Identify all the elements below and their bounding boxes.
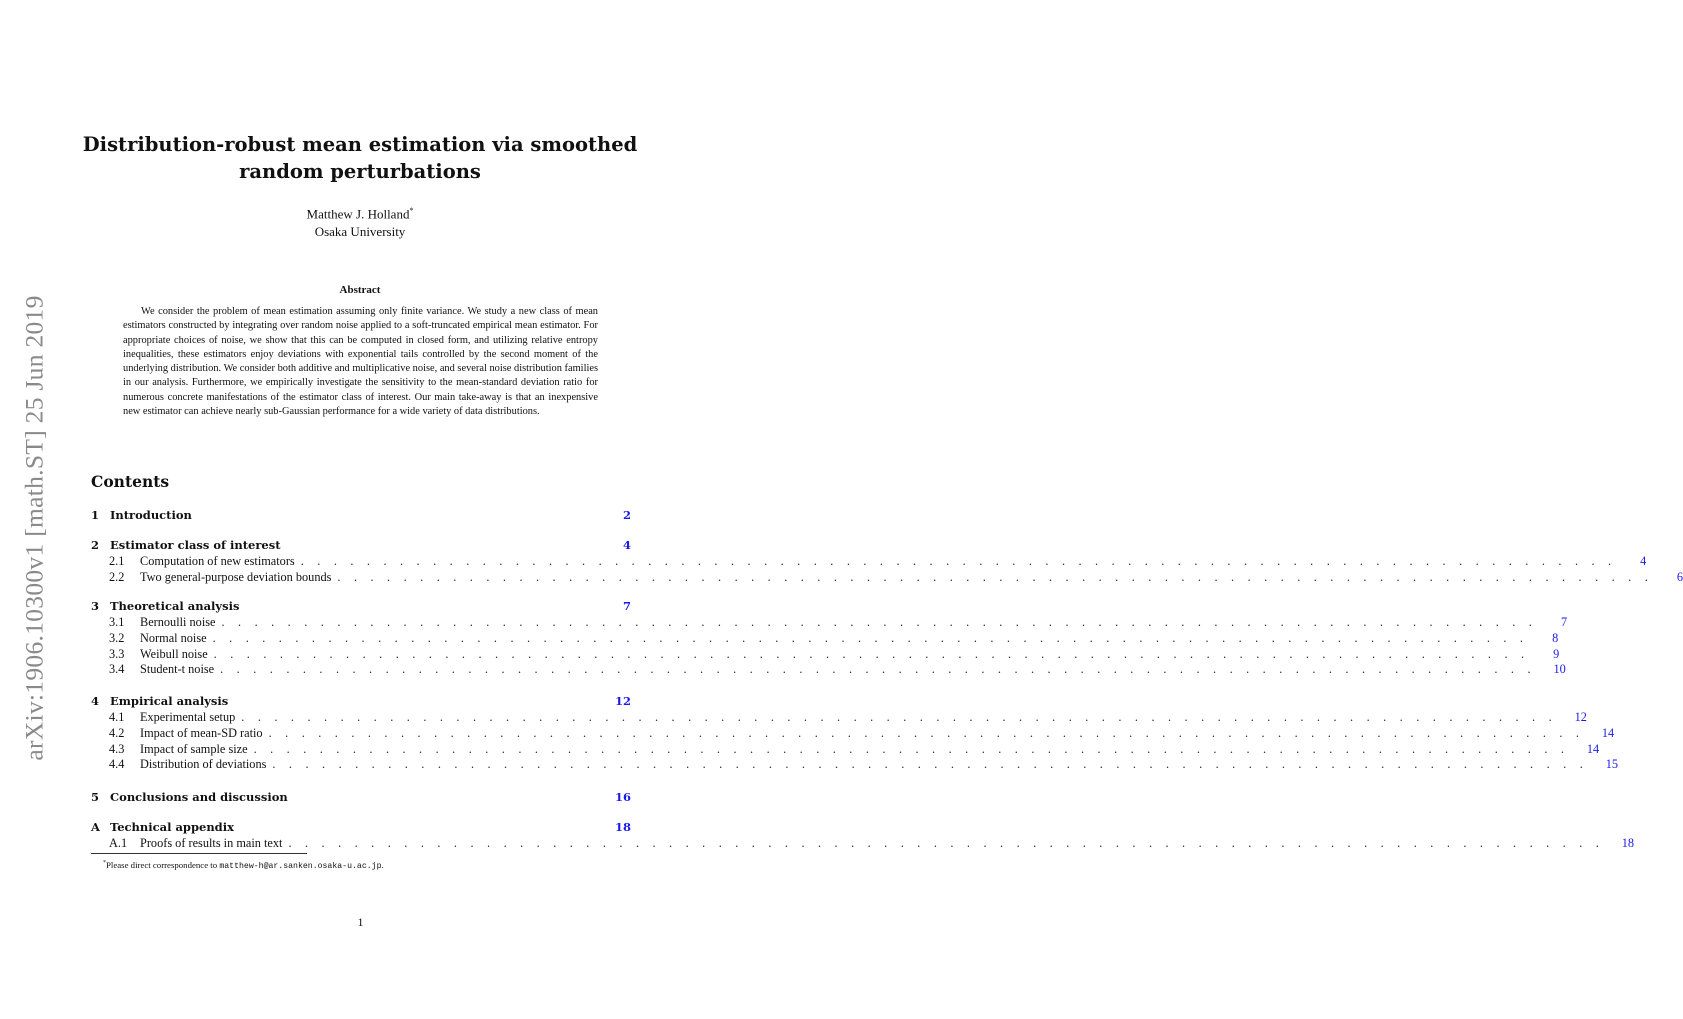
- contents-heading: Contents: [91, 472, 170, 491]
- toc-leader-dots: . . . . . . . . . . . . . . . . . . . . . . . . . . . . . . . . . . . . . . . . . . . . . . . . . . . . . . . . . . . . . . . . . . . . . . . . . . . . . . . .: [241, 710, 1557, 724]
- toc-subsection[interactable]: [91, 756, 1618, 772]
- footnote-marker: *: [103, 860, 106, 867]
- toc-page-link[interactable]: 4: [1640, 554, 1647, 568]
- author-name-line: [60, 202, 660, 223]
- toc-section-title[interactable]: Conclusions and discussion: [110, 790, 288, 804]
- toc-leader-dots: . . . . . . . . . . . . . . . . . . . . . . . . . . . . . . . . . . . . . . . . . . . . . . . . . . . . . . . . . . . . . . . . . . . . . . . . . . . . . . . .: [268, 725, 1585, 740]
- toc-subsection-title[interactable]: Normal noise: [140, 630, 207, 645]
- toc-page-link[interactable]: 2: [622, 508, 631, 522]
- toc-section-number: 1: [91, 508, 100, 522]
- abstract-text: We consider the problem of mean estimation assuming only finite variance. We study a new class of mean estimators constructed by integrating over random noise applied to a soft-truncated empirical mean estimator. For appropriate choices of noise, we show that this can be computed in closed form, and utilizing relative entropy inequalities, these estimators enjoy deviations with exponential tails controlled by the second moment of the underlying distribution. We consider both additive and multiplicative noise, and several noise distribution families in our analysis. Furthermore, we empirically investigate the sensitivity to the mean-standard deviation ratio for numerous concrete manifestations of the estimator class of interest. Our main take-away is that an inexpensive new estimator can achieve nearly sub-Gaussian performance for a wide variety of data distributions.: [123, 306, 598, 418]
- toc-section[interactable]: [91, 789, 631, 805]
- toc-page-link[interactable]: 18: [614, 820, 631, 834]
- toc-subsection-title[interactable]: Student-t noise: [140, 662, 215, 677]
- arxiv-stamp: [15, 295, 55, 761]
- toc-leader-dots: . . . . . . . . . . . . . . . . . . . . . . . . . . . . . . . . . . . . . . . . . . . . . . . . . . . . . . . . . . . . . . . . . . . . . . . . . . . . . . . .: [221, 615, 1538, 629]
- toc-subsection-title[interactable]: Impact of sample size: [140, 741, 248, 756]
- toc-subsection-number: 3.1: [109, 615, 125, 629]
- toc-page-link[interactable]: 8: [1552, 630, 1559, 645]
- footnote-email[interactable]: matthew-h@ar.sanken.osaka-u.ac.jp: [219, 862, 382, 871]
- toc-leader-dots: . . . . . . . . . . . . . . . . . . . . . . . . . . . . . . . . . . . . . . . . . . . . . . . . . . . . . . . . . . . . . . . . . . . . . . . . . . . . . . . .: [253, 741, 1570, 756]
- toc-section-number: A: [91, 820, 100, 834]
- toc-page-link[interactable]: 18: [1621, 836, 1635, 850]
- toc-subsection[interactable]: [91, 569, 1683, 585]
- toc-subsection[interactable]: [91, 553, 1647, 569]
- toc-subsection[interactable]: [91, 741, 1600, 757]
- toc-subsection-number: 3.3: [109, 646, 125, 661]
- page-number: 1: [357, 915, 364, 929]
- author-block: [60, 202, 660, 241]
- toc-subsection[interactable]: [91, 709, 1587, 725]
- toc-section[interactable]: [91, 537, 631, 553]
- toc-subsection[interactable]: [91, 725, 1615, 741]
- toc-page-link[interactable]: 12: [614, 694, 631, 708]
- footnote-text: Please direct correspondence to: [106, 860, 220, 870]
- author-footnote-marker[interactable]: *: [409, 206, 414, 215]
- toc-page-link[interactable]: 7: [622, 599, 631, 613]
- toc-page-link[interactable]: 10: [1553, 662, 1566, 677]
- toc-page-link[interactable]: 14: [1601, 725, 1615, 740]
- toc-page-link[interactable]: 6: [1676, 569, 1683, 584]
- toc-page-link[interactable]: 7: [1560, 615, 1568, 629]
- toc-section-number: 5: [91, 790, 100, 804]
- toc-section-title[interactable]: Introduction: [110, 508, 192, 522]
- toc-section-number: 4: [91, 694, 100, 708]
- toc-subsection-number: 4.3: [109, 741, 125, 756]
- toc-section[interactable]: [91, 693, 631, 709]
- toc-subsection-number: 2.2: [109, 569, 125, 584]
- author-affiliation: Osaka University: [314, 224, 406, 240]
- toc-page-link[interactable]: 12: [1574, 710, 1587, 724]
- toc-subsection[interactable]: [91, 630, 1559, 646]
- toc-page-link[interactable]: 16: [614, 790, 631, 804]
- toc-page-link[interactable]: 9: [1553, 646, 1560, 661]
- toc-subsection[interactable]: [91, 614, 1568, 630]
- toc-section[interactable]: [91, 507, 631, 523]
- toc-section-number: 3: [91, 599, 100, 613]
- toc-subsection-number: 4.4: [109, 757, 125, 772]
- toc-section[interactable]: [91, 819, 631, 835]
- toc-section-title[interactable]: Empirical analysis: [110, 694, 229, 708]
- toc-subsection-number: 2.1: [109, 554, 125, 568]
- toc-section[interactable]: [91, 598, 631, 614]
- toc-leader-dots: . . . . . . . . . . . . . . . . . . . . . . . . . . . . . . . . . . . . . . . . . . . . . . . . . . . . . . . . . . . . . . . . . . . . . . . . . . . . . . . .: [213, 646, 1530, 661]
- toc-subsection-title[interactable]: Distribution of deviations: [140, 757, 267, 772]
- toc-section-title[interactable]: Theoretical analysis: [110, 599, 240, 613]
- toc-subsection-title[interactable]: Bernoulli noise: [140, 615, 216, 629]
- toc-subsection-title[interactable]: Computation of new estimators: [140, 554, 295, 568]
- footnote-end: .: [381, 860, 384, 870]
- toc-section-title[interactable]: Estimator class of interest: [110, 538, 281, 552]
- toc-subsection-number: 4.2: [109, 725, 125, 740]
- toc-subsection-title[interactable]: Experimental setup: [140, 710, 236, 724]
- author-name: Matthew J. Holland: [306, 206, 410, 222]
- footnote: [103, 860, 384, 871]
- toc-subsection-number: 4.1: [109, 710, 125, 724]
- toc-subsection-number: 3.2: [109, 630, 125, 645]
- toc-leader-dots: . . . . . . . . . . . . . . . . . . . . . . . . . . . . . . . . . . . . . . . . . . . . . . . . . . . . . . . . . . . . . . . . . . . . . . . . . . . . . . . .: [288, 836, 1605, 850]
- toc-subsection[interactable]: [91, 835, 1635, 851]
- arxiv-stamp-text: arXiv:1906.10300v1 [math.ST] 25 Jun 2019: [20, 295, 50, 761]
- toc-leader-dots: . . . . . . . . . . . . . . . . . . . . . . . . . . . . . . . . . . . . . . . . . . . . . . . . . . . . . . . . . . . . . . . . . . . . . . . . . . . . . . . .: [272, 757, 1588, 772]
- toc-section-number: 2: [91, 538, 100, 552]
- toc-subsection-number: 3.4: [109, 662, 125, 677]
- toc-leader-dots: . . . . . . . . . . . . . . . . . . . . . . . . . . . . . . . . . . . . . . . . . . . . . . . . . . . . . . . . . . . . . . . . . . . . . . . . . . . . . . . .: [220, 662, 1536, 677]
- toc-subsection-title[interactable]: Weibull noise: [140, 646, 208, 661]
- abstract-heading: Abstract: [339, 284, 381, 296]
- toc-subsection-number: A.1: [109, 836, 128, 850]
- toc-page-link[interactable]: 15: [1605, 757, 1618, 772]
- toc-section-title[interactable]: Technical appendix: [110, 820, 234, 834]
- toc-leader-dots: . . . . . . . . . . . . . . . . . . . . . . . . . . . . . . . . . . . . . . . . . . . . . . . . . . . . . . . . . . . . . . . . . . . . . . . . . . . . . . . .: [337, 569, 1654, 584]
- toc-subsection-title[interactable]: Two general-purpose deviation bounds: [140, 569, 332, 584]
- footnote-rule: [91, 853, 307, 854]
- toc-page-link[interactable]: 4: [622, 538, 631, 552]
- paper-title: Distribution-robust mean estimation via smoothed random perturbations: [82, 133, 638, 183]
- toc-subsection-title[interactable]: Proofs of results in main text: [140, 836, 283, 850]
- toc-subsection[interactable]: [91, 646, 1560, 662]
- toc-subsection[interactable]: [91, 661, 1566, 677]
- toc-leader-dots: . . . . . . . . . . . . . . . . . . . . . . . . . . . . . . . . . . . . . . . . . . . . . . . . . . . . . . . . . . . . . . . . . . . . . . . . . . . . . . . .: [212, 630, 1529, 645]
- toc-page-link[interactable]: 14: [1586, 741, 1600, 756]
- toc-subsection-title[interactable]: Impact of mean-SD ratio: [140, 725, 263, 740]
- toc-leader-dots: . . . . . . . . . . . . . . . . . . . . . . . . . . . . . . . . . . . . . . . . . . . . . . . . . . . . . . . . . . . . . . . . . . . . . . . . . . . . . . . .: [300, 554, 1617, 568]
